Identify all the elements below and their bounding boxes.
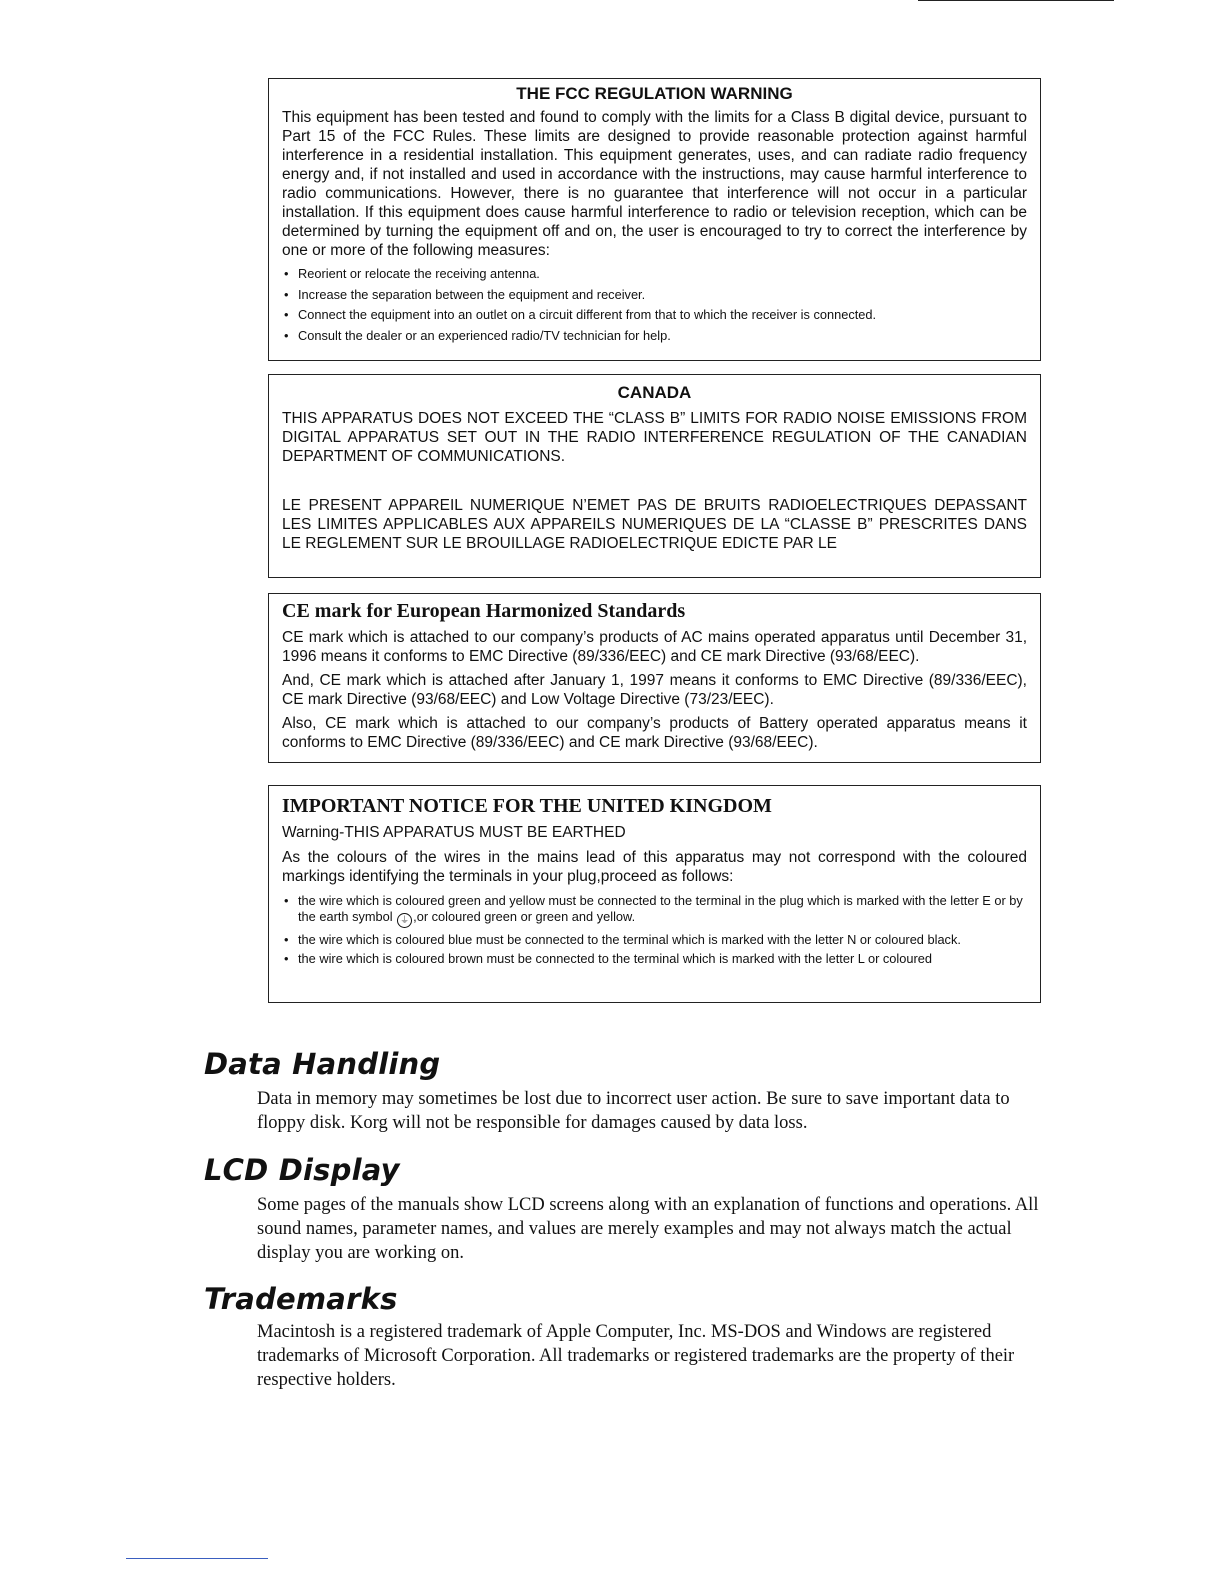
- ce-paragraph: And, CE mark which is attached after January 1, 1997 means it conforms to EMC Directive (89/336/EEC), CE mark Directive (93/68/EEC) and Low Voltage Directive (73/23/EEC).: [282, 672, 1027, 708]
- fcc-body: This equipment has been tested and found to comply with the limits for a Class B digital device, pursuant to Part 15 of the FCC Rules. These limits are designed to provide reasonable protection against harmful interference in a residential installation. This equipment generates, uses, and can radiate radio frequency energy and, if not installed and used in accordance with the instructions, may cause harmful interference to radio communications. However, there is no guarantee that interference will not occur in a particular installation. If this equipment does cause harmful interference to radio or television reception, which can be determined by turning the equipment off and on, the user is encouraged to try to correct the interference by one or more of the following measures:: [282, 109, 1027, 259]
- uk-wiring-text: the wire which is coloured green and yellow must be connected to the terminal in the plug which is marked with the letter E or by the earth symbol: [298, 893, 1023, 924]
- fcc-measures-list: [282, 266, 1027, 343]
- ce-title: CE mark for European Harmonized Standards: [282, 600, 686, 622]
- data-handling-heading: Data Handling: [204, 1047, 441, 1081]
- bottom-rule: [126, 1558, 268, 1559]
- canada-box: [268, 374, 1041, 578]
- fcc-warning-box: [268, 78, 1041, 361]
- ce-paragraph: Also, CE mark which is attached to our company’s products of Battery operated apparatus means it conforms to EMC Directive (89/336/EEC) and CE mark Directive (93/68/EEC).: [282, 715, 1027, 751]
- uk-notice-box: [268, 785, 1041, 1003]
- ce-mark-box: [268, 593, 1041, 763]
- trademarks-heading: Trademarks: [204, 1282, 398, 1316]
- fcc-measure: • Connect the equipment into an outlet on a circuit different from that to which the receiver is connected.: [282, 307, 1027, 323]
- canada-english-notice: THIS APPARATUS DOES NOT EXCEED THE “CLASS B” LIMITS FOR RADIO NOISE EMISSIONS FROM DIGITAL APPARATUS SET OUT IN THE RADIO INTERFERENCE REGULATION OF THE CANADIAN DEPARTMENT OF COMMUNICATIONS.: [282, 410, 1027, 465]
- uk-warning: Warning-THIS APPARATUS MUST BE EARTHED: [282, 824, 626, 841]
- fcc-measure: • Consult the dealer or an experienced radio/TV technician for help.: [282, 328, 1027, 344]
- fcc-measure: • Reorient or relocate the receiving antenna.: [282, 266, 1027, 282]
- top-rule: [918, 0, 1114, 1]
- lcd-display-heading: LCD Display: [204, 1153, 400, 1187]
- canada-french-notice: LE PRESENT APPAREIL NUMERIQUE N’EMET PAS DE BRUITS RADIOELECTRIQUES DEPASSANT LES LIMITES APPLICABLES AUX APPAREILS NUMERIQUES DE LA “CLASSE B” PRESCRITES DANS LE REGLEMENT SUR LE BROUILLAGE RADIOELECTRIQUE EDICTE PAR LE: [282, 497, 1027, 552]
- uk-wiring-list: [282, 893, 1027, 967]
- uk-wiring-text: ,or coloured green or green and yellow.: [413, 908, 636, 924]
- ce-paragraph: CE mark which is attached to our company’s products of AC mains operated apparatus until December 31, 1996 means it conforms to EMC Directive (89/336/EEC) and CE mark Directive (93/68/EEC).: [282, 629, 1027, 665]
- fcc-measure: • Increase the separation between the equipment and receiver.: [282, 287, 1027, 303]
- canada-title: CANADA: [617, 383, 692, 402]
- lcd-display-body: Some pages of the manuals show LCD screens along with an explanation of functions and operations. All sound names, parameter names, and values are merely examples and may not always match the actual display you are working on.: [257, 1195, 1039, 1263]
- uk-wiring-item: [282, 893, 1027, 928]
- trademarks-body: Macintosh is a registered trademark of Apple Computer, Inc. MS-DOS and Windows are registered trademarks of Microsoft Corporation. All trademarks or registered trademarks are the property of their respective holders.: [257, 1322, 1015, 1390]
- fcc-title: THE FCC REGULATION WARNING: [516, 84, 793, 103]
- uk-title: IMPORTANT NOTICE FOR THE UNITED KINGDOM: [282, 795, 772, 817]
- earth-symbol-icon: ⏚: [397, 913, 412, 928]
- data-handling-body: Data in memory may sometimes be lost due to incorrect user action. Be sure to save important data to floppy disk. Korg will not be responsible for damages caused by data loss.: [257, 1089, 1010, 1133]
- uk-intro: As the colours of the wires in the mains lead of this apparatus may not correspond with the coloured markings identifying the terminals in your plug,proceed as follows:: [282, 849, 1027, 885]
- uk-wiring-item: • the wire which is coloured blue must be connected to the terminal which is marked with the letter N or coloured black.: [282, 932, 1027, 948]
- uk-wiring-item: • the wire which is coloured brown must be connected to the terminal which is marked with the letter L or coloured: [282, 951, 1027, 967]
